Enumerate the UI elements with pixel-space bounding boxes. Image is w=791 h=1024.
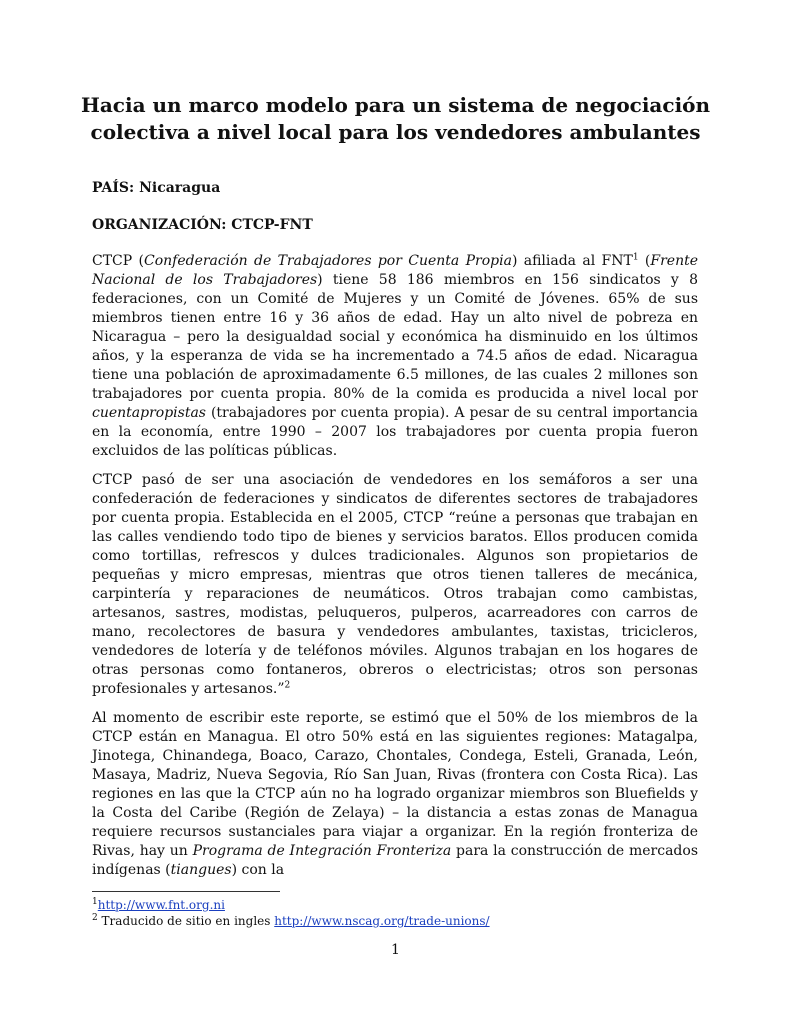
paragraph-2 [92, 471, 698, 699]
footnote-2-link[interactable]: http://www.nscag.org/trade-unions/ [274, 914, 490, 928]
footnote-ref-1[interactable]: 1 [632, 252, 639, 263]
footnote-2 [92, 914, 490, 929]
page-number: 1 [391, 942, 400, 958]
footnote-2-number: 2 [92, 913, 98, 923]
p3-text-a: Al momento de escribir este reporte, se estimó que el 50% de los miembros de la CTCP están en Managua. El otro 50% está en las siguientes regiones: Matagalpa, Jinotega, Chinandega, Boaco, Carazo, Chontales, Condega, Esteli, Granada, León, Masaya, Madriz, Nueva Segovia, Río San Juan, Rivas (frontera con Costa Rica). Las regiones en las que la CTCP aún no ha logrado organizar miembros son Bluefields y la Costa del Caribe (Región de Zelaya) – la distancia a estas zonas de Managua requiere recursos sustanciales para viajar a organizar. En la región fronteriza de Rivas, hay un [92, 710, 698, 859]
footnote-2-text: Traducido de sitio en ingles [97, 914, 275, 928]
footnote-1-number: 1 [92, 897, 98, 907]
footnote-divider [92, 891, 280, 892]
footnote-1-link[interactable]: http://www.fnt.org.ni [97, 898, 225, 912]
country-label: PAÍS: Nicaragua [92, 180, 221, 196]
p3-italic-programa: Programa de Integración Fronteriza [192, 843, 452, 859]
paragraph-1 [92, 252, 698, 461]
p2-text: CTCP pasó de ser una asociación de vendedores en los semáforos a ser una confederación de federaciones y sindicatos de diferentes sectores de trabajadores por cuenta propia. Establecida en el 2005, CTCP “reúne a personas que trabajan en las calles vendiendo todo tipo de bienes y servicios baratos. Ellos producen comida como tortillas, refrescos y dulces tradicionales. Algunos son propietarios de pequeñas y micro empresas, mientras que otros tienen talleres de mecánica, carpintería y reparaciones de neumáticos. Otros trabajan como cambistas, artesanos, sastres, modistas, peluqueros, pulperos, acarreadores con carros de mano, recolectores de basura y vendedores ambulantes, taxistas, tricicleros, vendedores de lotería y de teléfonos móviles. Algunos trabajan en los hogares de otras personas como fontaneros, obreros o electricistas; otros son personas profesionales y artesanos.” [92, 472, 698, 697]
organization-label: ORGANIZACIÓN: CTCP-FNT [92, 217, 313, 233]
p3-text-c: para la construcción de mercados indígenas ( [92, 843, 698, 878]
p1-italic-ctcp-name: Confederación de Trabajadores por Cuenta Propia [143, 253, 512, 269]
p1-italic-fnt-name: Frente Nacional de los Trabajadores [92, 253, 699, 288]
p1-text-c: ) afiliada al FNT [511, 253, 633, 269]
p3-text-e: ) con la [231, 862, 285, 878]
p1-text-d: ( [638, 253, 651, 269]
document-title: Hacia un marco modelo para un sistema de negociación colectiva a nivel local para los vendedores ambulantes [80, 93, 711, 144]
paragraph-3 [92, 709, 698, 880]
p3-italic-tiangues: tiangues [170, 862, 232, 878]
p1-text-h: (trabajadores por cuenta propia). A pesar de su central importancia en la economía, entre 1990 – 2007 los trabajadores por cuenta propia fueron excluidos de las políticas públicas. [92, 405, 698, 459]
footnote-ref-2[interactable]: 2 [284, 680, 291, 691]
p1-italic-cuentapropistas: cuentapropistas [92, 405, 206, 421]
footnote-1 [92, 898, 225, 913]
p1-text-a: CTCP ( [92, 253, 144, 269]
p1-text-f: ) tiene 58 186 miembros en 156 sindicatos y 8 federaciones, con un Comité de Mujeres y un Comité de Jóvenes. 65% de sus miembros tienen entre 16 y 36 años de edad. Hay un alto nivel de pobreza en Nicaragua – pero la desigualdad social y económica ha disminuido en los últimos años, y la esperanza de vida se ha incrementado a 74.5 años de edad. Nicaragua tiene una población de aproximadamente 6.5 millones, de las cuales 2 millones son trabajadores por cuenta propia. 80% de la comida es producida a nivel local por [92, 272, 698, 402]
